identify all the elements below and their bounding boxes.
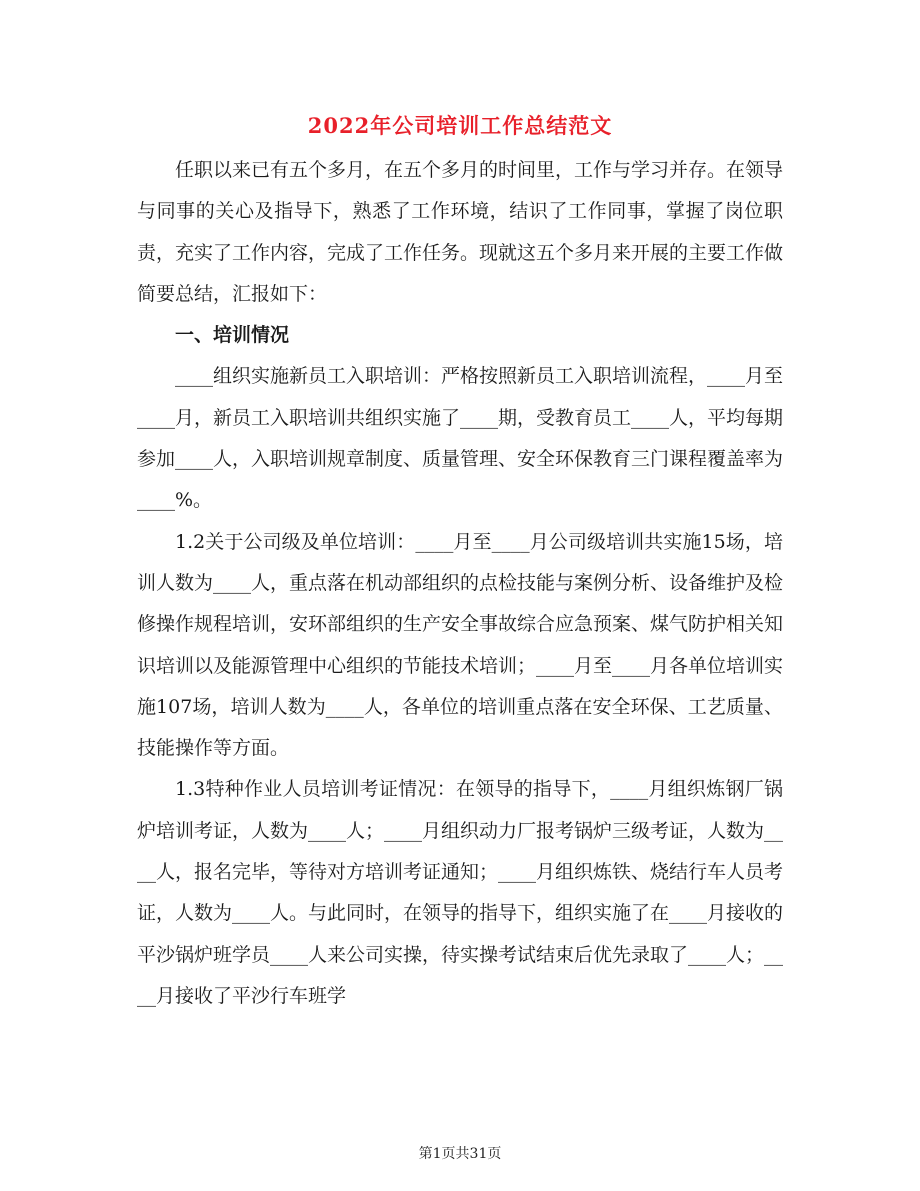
intro-paragraph: 任职以来已有五个多月，在五个多月的时间里，工作与学习并存。在领导与同事的关心及指导下，熟悉了工作环境，结识了工作同事，掌握了岗位职责，充实了工作内容，完成了工作任务。现就这五个多月来开展的主要工作做简要总结，汇报如下： bbox=[137, 159, 784, 305]
document-title: 2022年公司培训工作总结范文 bbox=[307, 113, 613, 138]
section-heading-training: 一、培训情况 bbox=[175, 324, 290, 347]
page-number-footer: 第1页共31页 bbox=[418, 1146, 502, 1162]
paragraph-special-operations-training: 1.3特种作业人员培训考证情况：在领导的指导下，____月组织炼钢厂锅炉培训考证，人数为____人；____月组织动力厂报考锅炉三级考证，人数为____人，报名完毕，等待对方培训考证通知；____月组织炼铁、烧结行车人员考证，人数为____人。与此同时，在领导的指导下，组织实施了在____月接收的平沙锅炉班学员____人来公司实操，待实操考试结束后优先录取了____人；____月接收了平沙行车班学 bbox=[137, 778, 784, 1007]
paragraph-new-employee-training: ____组织实施新员工入职培训：严格按照新员工入职培训流程，____月至____月，新员工入职培训共组织实施了____期，受教育员工____人，平均每期参加____人，入职培训规章制度、质量管理、安全环保教育三门课程覆盖率为____%。 bbox=[137, 365, 784, 512]
paragraph-company-unit-training: 1.2关于公司级及单位培训：____月至____月公司级培训共实施15场，培训人数为____人，重点落在机动部组织的点检技能与案例分析、设备维护及检修操作规程培训，安环部组织的生产安全事故综合应急预案、煤气防护相关知识培训以及能源管理中心组织的节能技术培训；____月至____月各单位培训实施107场，培训人数为____人，各单位的培训重点落在安全环保、工艺质量、技能操作等方面。 bbox=[137, 530, 784, 760]
document-body bbox=[137, 150, 783, 1017]
